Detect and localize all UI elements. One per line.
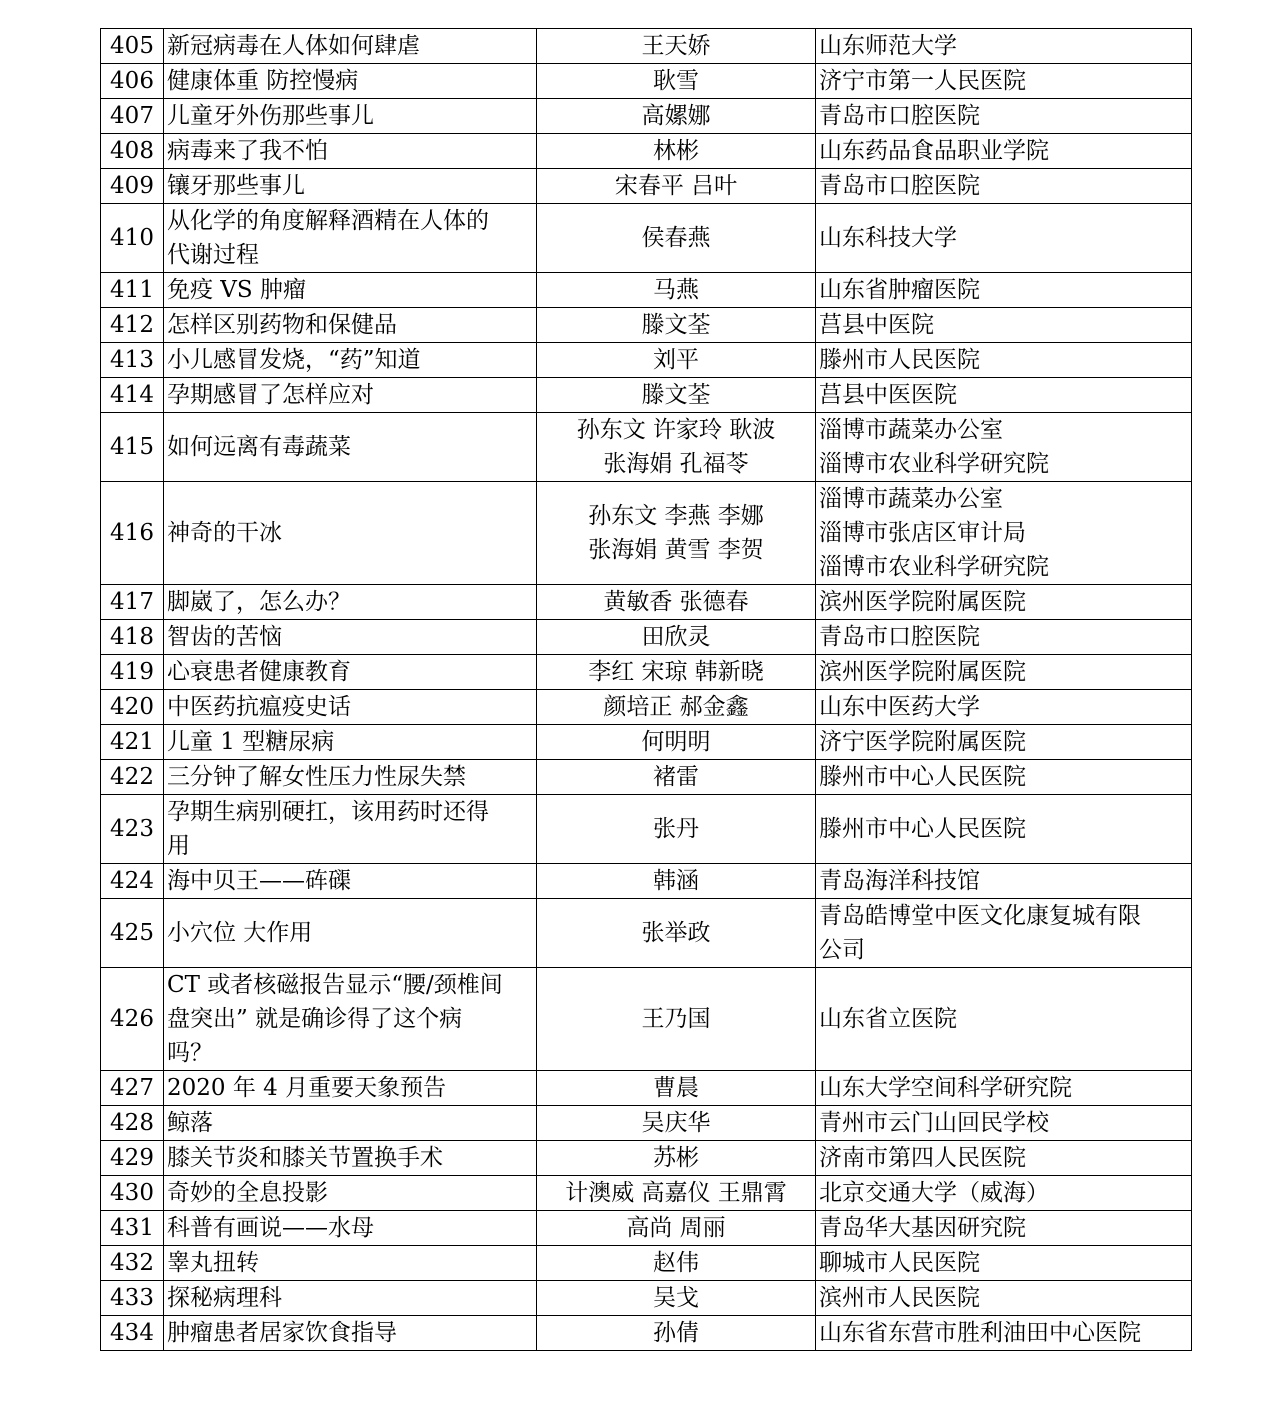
- entry-title-line: 儿童牙外伤那些事儿: [167, 103, 374, 129]
- entry-organization-cell: [816, 1246, 1192, 1281]
- entry-authors-line: 张海娟 黄雪 李贺: [588, 537, 764, 563]
- entry-authors-line: 张举政: [641, 920, 711, 946]
- table-row: [101, 64, 1192, 99]
- table-row: [101, 1281, 1192, 1316]
- entry-title-cell: [164, 1176, 537, 1211]
- entry-organization-cell: [816, 1176, 1192, 1211]
- entry-title-cell: [164, 169, 537, 204]
- entry-title-line: 奇妙的全息投影: [167, 1180, 328, 1206]
- row-number: 415: [101, 413, 164, 482]
- entry-authors-cell: [537, 1211, 816, 1246]
- row-number: 412: [101, 308, 164, 343]
- entry-title-line: 如何远离有毒蔬菜: [167, 434, 351, 460]
- entry-organization-line: 淄博市蔬菜办公室: [819, 417, 1003, 443]
- entry-title-cell: [164, 655, 537, 690]
- entry-authors-line: 孙东文 许家玲 耿波: [576, 417, 776, 443]
- entry-authors-line: 韩涵: [653, 868, 699, 894]
- entry-organization-line: 莒县中医医院: [819, 382, 957, 408]
- table-row: [101, 1141, 1192, 1176]
- entry-authors-cell: [537, 655, 816, 690]
- entry-organization-cell: [816, 725, 1192, 760]
- entry-authors-cell: [537, 273, 816, 308]
- table-row: [101, 308, 1192, 343]
- entry-organization-cell: [816, 620, 1192, 655]
- entry-authors-line: 计澳威 高嘉仪 王鼎霄: [565, 1180, 787, 1206]
- row-number: 411: [101, 273, 164, 308]
- entry-title-cell: [164, 482, 537, 585]
- entry-title-line: 镶牙那些事儿: [167, 173, 305, 199]
- entry-organization-cell: [816, 482, 1192, 585]
- table-row: [101, 585, 1192, 620]
- entry-organization-line: 滕州市中心人民医院: [819, 764, 1026, 790]
- table-row: [101, 413, 1192, 482]
- entry-organization-line: 青岛皓博堂中医文化康复城有限: [819, 903, 1141, 929]
- entry-title-cell: [164, 343, 537, 378]
- row-number: 405: [101, 29, 164, 64]
- entry-authors-cell: [537, 968, 816, 1071]
- entry-authors-cell: [537, 29, 816, 64]
- entry-title-line: 智齿的苦恼: [167, 624, 282, 650]
- row-number: 409: [101, 169, 164, 204]
- entry-organization-line: 山东省立医院: [819, 1006, 957, 1032]
- entry-organization-line: 滕州市中心人民医院: [819, 816, 1026, 842]
- row-number: 407: [101, 99, 164, 134]
- table-row: [101, 378, 1192, 413]
- entry-title-cell: [164, 413, 537, 482]
- entry-title-line: 孕期感冒了怎样应对: [167, 382, 374, 408]
- entry-authors-cell: [537, 1316, 816, 1351]
- entry-organization-line: 滨州医学院附属医院: [819, 659, 1026, 685]
- row-number: 427: [101, 1071, 164, 1106]
- entry-title-line: 新冠病毒在人体如何肆虐: [167, 33, 420, 59]
- row-number: 433: [101, 1281, 164, 1316]
- table-row: [101, 864, 1192, 899]
- entry-authors-cell: [537, 620, 816, 655]
- entry-authors-cell: [537, 1246, 816, 1281]
- entry-title-line: 脚崴了，怎么办？: [167, 589, 351, 615]
- entry-organization-line: 青岛市口腔医院: [819, 624, 980, 650]
- table-row: [101, 1211, 1192, 1246]
- entry-authors-line: 滕文荃: [641, 382, 711, 408]
- entry-authors-cell: [537, 169, 816, 204]
- entry-organization-cell: [816, 864, 1192, 899]
- entry-authors-line: 褚雷: [653, 764, 699, 790]
- entry-authors-cell: [537, 1176, 816, 1211]
- entry-organization-cell: [816, 1316, 1192, 1351]
- entry-organization-line: 莒县中医院: [819, 312, 934, 338]
- entry-authors-line: 耿雪: [653, 68, 699, 94]
- entry-organization-cell: [816, 413, 1192, 482]
- entry-authors-line: 张丹: [653, 816, 699, 842]
- entry-authors-cell: [537, 308, 816, 343]
- entry-authors-line: 宋春平 吕叶: [614, 173, 738, 199]
- entry-organization-line: 淄博市蔬菜办公室: [819, 486, 1003, 512]
- table-row: [101, 899, 1192, 968]
- entry-organization-line: 青岛海洋科技馆: [819, 868, 980, 894]
- entry-title-cell: [164, 690, 537, 725]
- entry-organization-cell: [816, 585, 1192, 620]
- table-row: [101, 655, 1192, 690]
- entry-authors-line: 黄敏香 张德春: [603, 589, 749, 615]
- entry-organization-line: 山东中医药大学: [819, 694, 980, 720]
- entry-organization-line: 济宁医学院附属医院: [819, 729, 1026, 755]
- entry-title-cell: [164, 204, 537, 273]
- entry-organization-cell: [816, 690, 1192, 725]
- entry-title-line: 2020 年 4 月重要天象预告: [167, 1075, 447, 1101]
- entry-authors-line: 颜培正 郝金鑫: [603, 694, 749, 720]
- entry-organization-line: 公司: [819, 937, 865, 963]
- row-number: 408: [101, 134, 164, 169]
- table-row: [101, 99, 1192, 134]
- entry-authors-cell: [537, 1106, 816, 1141]
- document-page: [100, 28, 1191, 1351]
- entry-title-cell: [164, 273, 537, 308]
- entry-authors-line: 王天娇: [641, 33, 711, 59]
- row-number: 423: [101, 795, 164, 864]
- row-number: 416: [101, 482, 164, 585]
- entry-organization-line: 山东大学空间科学研究院: [819, 1075, 1072, 1101]
- entry-title-cell: [164, 620, 537, 655]
- table-row: [101, 204, 1192, 273]
- entry-authors-line: 马燕: [653, 277, 699, 303]
- entry-organization-cell: [816, 169, 1192, 204]
- entry-title-line: 盘突出” 就是确诊得了这个病: [167, 1006, 463, 1032]
- row-number: 434: [101, 1316, 164, 1351]
- row-number: 426: [101, 968, 164, 1071]
- entry-authors-line: 吴戈: [653, 1285, 699, 1311]
- entry-authors-cell: [537, 1141, 816, 1176]
- entry-organization-line: 滕州市人民医院: [819, 347, 980, 373]
- row-number: 406: [101, 64, 164, 99]
- row-number: 420: [101, 690, 164, 725]
- entry-title-cell: [164, 795, 537, 864]
- entry-organization-line: 青岛华大基因研究院: [819, 1215, 1026, 1241]
- table-row: [101, 725, 1192, 760]
- row-number: 428: [101, 1106, 164, 1141]
- entry-title-line: 吗？: [167, 1040, 213, 1066]
- row-number: 432: [101, 1246, 164, 1281]
- entry-title-cell: [164, 1211, 537, 1246]
- entry-organization-cell: [816, 968, 1192, 1071]
- entry-authors-cell: [537, 343, 816, 378]
- entry-authors-cell: [537, 134, 816, 169]
- entries-table: [100, 28, 1192, 1351]
- entry-organization-cell: [816, 1211, 1192, 1246]
- entry-title-line: 小穴位 大作用: [167, 920, 313, 946]
- entry-title-line: 从化学的角度解释酒精在人体的: [167, 208, 489, 234]
- entry-title-line: 中医药抗瘟疫史话: [167, 694, 351, 720]
- entries-table-body: [101, 29, 1192, 1351]
- row-number: 429: [101, 1141, 164, 1176]
- entry-title-line: 神奇的干冰: [167, 520, 282, 546]
- entry-authors-line: 苏彬: [653, 1145, 699, 1171]
- row-number: 414: [101, 378, 164, 413]
- row-number: 425: [101, 899, 164, 968]
- table-row: [101, 1316, 1192, 1351]
- entry-title-cell: [164, 29, 537, 64]
- entry-authors-line: 张海娟 孔福苓: [603, 451, 749, 477]
- entry-title-line: 肿瘤患者居家饮食指导: [167, 1320, 397, 1346]
- entry-authors-cell: [537, 585, 816, 620]
- table-row: [101, 1246, 1192, 1281]
- table-row: [101, 1106, 1192, 1141]
- table-row: [101, 169, 1192, 204]
- entry-title-line: 孕期生病别硬扛，该用药时还得: [167, 799, 489, 825]
- entry-organization-line: 滨州市人民医院: [819, 1285, 980, 1311]
- entry-title-cell: [164, 899, 537, 968]
- entry-title-line: 小儿感冒发烧，“药”知道: [167, 347, 421, 373]
- table-row: [101, 1176, 1192, 1211]
- entry-organization-cell: [816, 273, 1192, 308]
- entry-title-cell: [164, 378, 537, 413]
- entry-title-line: CT 或者核磁报告显示“腰/颈椎间: [167, 972, 503, 998]
- entry-organization-line: 淄博市张店区审计局: [819, 520, 1026, 546]
- entry-authors-cell: [537, 64, 816, 99]
- entry-organization-cell: [816, 308, 1192, 343]
- entry-authors-line: 高尚 周丽: [626, 1215, 726, 1241]
- entry-organization-cell: [816, 99, 1192, 134]
- entry-authors-line: 林彬: [653, 138, 699, 164]
- entry-authors-cell: [537, 204, 816, 273]
- entry-authors-line: 滕文荃: [641, 312, 711, 338]
- entry-title-line: 病毒来了我不怕: [167, 138, 328, 164]
- table-row: [101, 968, 1192, 1071]
- row-number: 424: [101, 864, 164, 899]
- entry-authors-cell: [537, 690, 816, 725]
- entry-title-line: 免疫 VS 肿瘤: [167, 277, 306, 303]
- entry-title-cell: [164, 725, 537, 760]
- entry-authors-line: 刘平: [653, 347, 699, 373]
- entry-title-line: 探秘病理科: [167, 1285, 282, 1311]
- row-number: 418: [101, 620, 164, 655]
- entry-title-line: 代谢过程: [167, 242, 259, 268]
- entry-title-line: 睾丸扭转: [167, 1250, 259, 1276]
- entry-organization-cell: [816, 760, 1192, 795]
- entry-organization-cell: [816, 795, 1192, 864]
- row-number: 419: [101, 655, 164, 690]
- entry-authors-line: 吴庆华: [641, 1110, 711, 1136]
- entry-authors-line: 田欣灵: [641, 624, 711, 650]
- table-row: [101, 760, 1192, 795]
- entry-organization-line: 淄博市农业科学研究院: [819, 554, 1049, 580]
- table-row: [101, 273, 1192, 308]
- entry-organization-line: 济南市第四人民医院: [819, 1145, 1026, 1171]
- entry-organization-line: 青岛市口腔医院: [819, 103, 980, 129]
- entry-organization-line: 山东省东营市胜利油田中心医院: [819, 1320, 1141, 1346]
- entry-organization-line: 青岛市口腔医院: [819, 173, 980, 199]
- entry-organization-cell: [816, 134, 1192, 169]
- entry-organization-line: 山东省肿瘤医院: [819, 277, 980, 303]
- entry-authors-cell: [537, 413, 816, 482]
- table-row: [101, 482, 1192, 585]
- entry-authors-cell: [537, 725, 816, 760]
- entry-authors-cell: [537, 378, 816, 413]
- entry-organization-cell: [816, 1106, 1192, 1141]
- entry-title-line: 健康体重 防控慢病: [167, 68, 359, 94]
- entry-title-cell: [164, 64, 537, 99]
- entry-title-cell: [164, 1106, 537, 1141]
- row-number: 410: [101, 204, 164, 273]
- entry-title-cell: [164, 1316, 537, 1351]
- entry-authors-cell: [537, 99, 816, 134]
- row-number: 430: [101, 1176, 164, 1211]
- entry-authors-line: 高嫘娜: [641, 103, 711, 129]
- entry-organization-cell: [816, 204, 1192, 273]
- entry-authors-line: 王乃国: [641, 1006, 711, 1032]
- entry-authors-line: 孙东文 李燕 李娜: [588, 503, 764, 529]
- entry-organization-line: 滨州医学院附属医院: [819, 589, 1026, 615]
- entry-organization-cell: [816, 343, 1192, 378]
- entry-organization-line: 山东师范大学: [819, 33, 957, 59]
- table-row: [101, 134, 1192, 169]
- entry-title-cell: [164, 1281, 537, 1316]
- table-row: [101, 343, 1192, 378]
- entry-organization-cell: [816, 1071, 1192, 1106]
- entry-authors-cell: [537, 482, 816, 585]
- entry-title-cell: [164, 760, 537, 795]
- entry-title-line: 用: [167, 833, 190, 859]
- entry-organization-cell: [816, 1281, 1192, 1316]
- entry-organization-cell: [816, 655, 1192, 690]
- entry-title-cell: [164, 1246, 537, 1281]
- table-row: [101, 795, 1192, 864]
- entry-title-line: 心衰患者健康教育: [167, 659, 351, 685]
- entry-organization-line: 山东药品食品职业学院: [819, 138, 1049, 164]
- entry-title-line: 海中贝王——砗磲: [167, 868, 351, 894]
- row-number: 431: [101, 1211, 164, 1246]
- entry-title-cell: [164, 864, 537, 899]
- entry-organization-line: 北京交通大学（威海）: [819, 1180, 1049, 1206]
- entry-organization-line: 青州市云门山回民学校: [819, 1110, 1049, 1136]
- table-row: [101, 620, 1192, 655]
- entry-title-line: 怎样区别药物和保健品: [167, 312, 397, 338]
- entry-authors-line: 侯春燕: [641, 225, 711, 251]
- entry-authors-line: 何明明: [641, 729, 711, 755]
- entry-organization-cell: [816, 29, 1192, 64]
- entry-title-cell: [164, 585, 537, 620]
- entry-title-line: 膝关节炎和膝关节置换手术: [167, 1145, 443, 1171]
- entry-organization-line: 淄博市农业科学研究院: [819, 451, 1049, 477]
- entry-authors-line: 曹晨: [653, 1075, 699, 1101]
- entry-organization-cell: [816, 1141, 1192, 1176]
- entry-authors-line: 赵伟: [653, 1250, 699, 1276]
- entry-title-line: 鲸落: [167, 1110, 213, 1136]
- entry-title-cell: [164, 134, 537, 169]
- entry-organization-cell: [816, 899, 1192, 968]
- entry-organization-line: 山东科技大学: [819, 225, 957, 251]
- entry-authors-line: 李红 宋琼 韩新晓: [588, 659, 764, 685]
- entry-organization-line: 聊城市人民医院: [819, 1250, 980, 1276]
- entry-authors-cell: [537, 1071, 816, 1106]
- row-number: 413: [101, 343, 164, 378]
- entry-organization-line: 济宁市第一人民医院: [819, 68, 1026, 94]
- entry-title-line: 科普有画说——水母: [167, 1215, 374, 1241]
- entry-title-cell: [164, 308, 537, 343]
- entry-authors-cell: [537, 795, 816, 864]
- entry-authors-cell: [537, 864, 816, 899]
- row-number: 422: [101, 760, 164, 795]
- table-row: [101, 29, 1192, 64]
- entry-authors-line: 孙倩: [653, 1320, 699, 1346]
- entry-authors-cell: [537, 1281, 816, 1316]
- row-number: 417: [101, 585, 164, 620]
- row-number: 421: [101, 725, 164, 760]
- entry-title-cell: [164, 968, 537, 1071]
- entry-authors-cell: [537, 899, 816, 968]
- entry-organization-cell: [816, 378, 1192, 413]
- table-row: [101, 1071, 1192, 1106]
- entry-authors-cell: [537, 760, 816, 795]
- entry-title-line: 三分钟了解女性压力性尿失禁: [167, 764, 466, 790]
- entry-title-line: 儿童 1 型糖尿病: [167, 729, 335, 755]
- entry-title-cell: [164, 1071, 537, 1106]
- entry-organization-cell: [816, 64, 1192, 99]
- entry-title-cell: [164, 1141, 537, 1176]
- entry-title-cell: [164, 99, 537, 134]
- table-row: [101, 690, 1192, 725]
